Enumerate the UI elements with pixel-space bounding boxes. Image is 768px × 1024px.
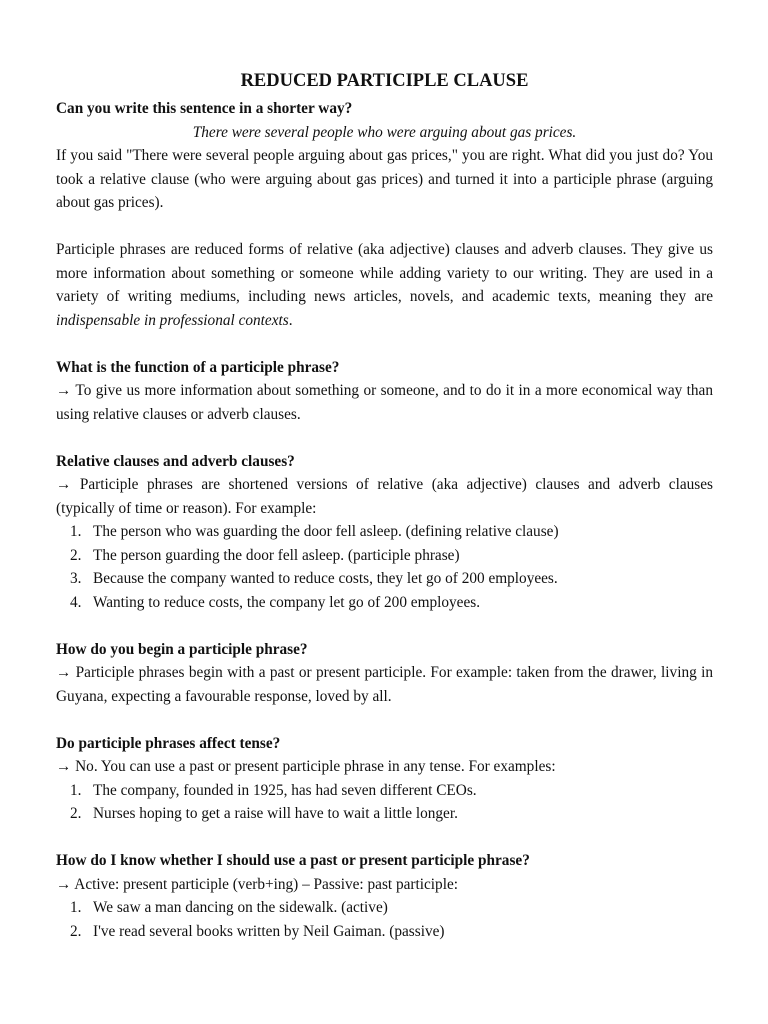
spacer [56,614,713,638]
list-item-text: Wanting to reduce costs, the company let go of 200 employees. [93,593,481,611]
spacer [56,826,713,850]
list-item [56,591,713,615]
spacer [56,708,713,732]
list-item-text: Because the company wanted to reduce costs, they let go of 200 employees. [93,570,558,587]
list-item [56,802,713,826]
list-item-number: 1. [70,523,82,540]
list-item-number: 1. [70,899,82,916]
list-item-text: The company, founded in 1925, has had seven different CEOs. [93,781,477,799]
list-item-number: 4. [70,593,82,611]
intro-example-sentence: There were several people who were arguing about gas prices. [192,123,577,141]
list-item-number: 2. [70,922,82,940]
paragraph-participle-phrases [56,238,713,332]
section-body: → To give us more information about something or someone, and to do it in a more economical way than using relative clauses or adverb clauses. [56,382,713,423]
section-body: → Active: present participle (verb+ing) – Passive: past participle: [56,875,458,893]
section-past-or-present [56,849,713,943]
section-relative-adverb-clauses [56,450,713,615]
list-item-text: The person who was guarding the door fell asleep. (defining relative clause) [93,523,559,540]
intro-question: Can you write this sentence in a shorter way? [56,100,353,117]
section-heading: How do I know whether I should use a past or present participle phrase? [56,852,530,869]
section-function [56,356,713,427]
list-item-number: 2. [70,805,82,822]
example-list [56,520,713,614]
list-item-number: 1. [70,781,82,799]
paragraph-end: . [288,311,293,329]
section-body: → Participle phrases are shortened versions of relative (aka adjective) clauses and adverb clauses (typically of time or reason). For example: [56,476,713,517]
list-item [56,920,713,944]
list-item-text: I've read several books written by Neil Gaiman. (passive) [93,922,445,940]
list-item [56,567,713,591]
list-item [56,779,713,803]
intro-answer: If you said "There were several people arguing about gas prices," you are right. What did you just do? You took a relative clause (who were arguing about gas prices) and turned it into a participle phrase (arguing about gas prices). [56,147,713,211]
section-heading: What is the function of a participle phrase? [56,358,340,376]
section-begin-participle-phrase [56,638,713,709]
spacer [56,215,713,239]
list-item [56,896,713,920]
page-title: REDUCED PARTICIPLE CLAUSE [240,71,529,91]
example-list [56,896,713,943]
section-heading: How do you begin a participle phrase? [56,640,308,658]
spacer [56,332,713,356]
section-tense [56,732,713,826]
paragraph-italic-text: indispensable in professional contexts [56,311,289,329]
section-heading: Do participle phrases affect tense? [56,734,281,752]
section-heading: Relative clauses and adverb clauses? [56,452,295,470]
list-item-text: The person guarding the door fell asleep. (participle phrase) [93,546,460,564]
paragraph-text: Participle phrases are reduced forms of relative (aka adjective) clauses and adverb clauses. They give us more information about something or someone while adding variety to our writing. They are used in a variety of writing mediums, including news articles, novels, and academic texts, meaning they are [56,241,713,305]
list-item-text: Nurses hoping to get a raise will have to wait a little longer. [93,805,458,822]
example-list [56,779,713,826]
list-item [56,520,713,544]
list-item-text: We saw a man dancing on the sidewalk. (active) [93,899,388,916]
section-body: → No. You can use a past or present participle phrase in any tense. For examples: [56,758,556,775]
list-item-number: 3. [70,570,82,587]
section-body: → Participle phrases begin with a past or present participle. For example: taken from the drawer, living in Guyana, expecting a favourable response, loved by all. [56,664,713,705]
list-item [56,544,713,568]
list-item-number: 2. [70,546,82,564]
spacer [56,426,713,450]
